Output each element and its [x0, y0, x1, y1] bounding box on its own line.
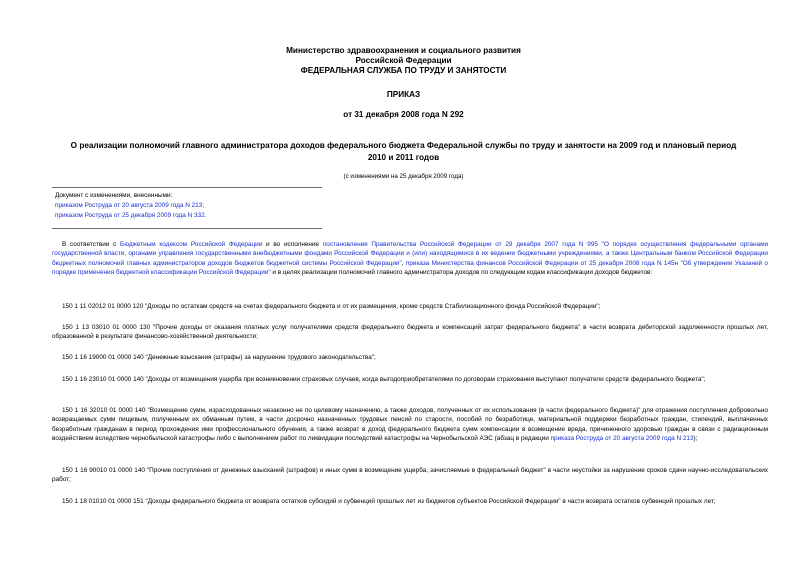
- government-decree-link[interactable]: постановления Правительства Российской Федерации от 29 декабря 2007 года N 995 "О порядке осуществления федеральными органами государственной власти, органами управления государственными внебюджетными фондами Российской Федерации и (или) находящимися в их ведении бюджетными учреждениями, а также Центральным банком Российской Федерации бюджетных полномочий главных администраторов доходов бюджетов бюджетной системы Российской Федерации": [52, 241, 769, 267]
- change-link-2[interactable]: приказом Роструда от 25 декабря 2009 года N 332.: [55, 212, 207, 219]
- preamble-text-4: и в целях реализации полномочий главного администратора доходов по следующим кодам классификации доходов бюджетов:: [270, 269, 653, 277]
- preamble-text-2: и во исполнение: [262, 241, 323, 248]
- minfin-order-link[interactable]: приказа Министерства финансов Российской Федерации от 25 декабря 2008 года N 145н "Об утверждении Указаний о порядке применения бюджетной классификации Российской Федерации": [52, 259, 768, 277]
- item-text: 150 1 16 32010 01 0000 140 "Возмещение сумм, израсходованных незаконно не по целевому назначению, а также доходов, полученных от их использования (в части федерального бюджета)" для отражения поступления добровольно возвращаемых сумм пищевым, полученным их обманным путем, в части досрочно назначенных трудовых пенсий по старости, пособий по безработице, материальной поддержки безработных граждан, стипендий, выплаченных безработным гражданам в период прохождения ими профессионального обучения, а также возврат в доход федерального бюджета сумм компенсации в возмещение вреда, причиненного здоровью граждан в связи с радиационным воздействием вследствие чернобыльской катастрофы либо с выполнением работ по ликвидации последствий катастрофы на Чернобыльской АЭС (абзац в редакции: [52, 407, 768, 443]
- change-link-1[interactable]: приказом Роструда от 20 августа 2009 года N 213;: [55, 202, 205, 209]
- ministry-line-1: Министерство здравоохранения и социального развития: [286, 46, 521, 55]
- doc-title-line-1: О реализации полномочий главного администратора доходов федерального бюджета Федеральной службы по труду и занятости на 2009 год и плановый период: [70, 141, 737, 150]
- ministry-line-2: Российской Федерации: [355, 56, 452, 65]
- budget-code-link[interactable]: Бюджетным кодексом Российской Федерации: [120, 241, 263, 248]
- item-text: 150 1 16 19000 01 0000 140 "Денежные взыскания (штрафы) за нарушение трудового законодательства";: [62, 354, 376, 361]
- list-item: [52, 353, 768, 362]
- preamble-text-3: ,: [401, 259, 406, 267]
- list-item: [52, 302, 768, 311]
- list-item: [52, 375, 768, 384]
- item-tail: );: [693, 435, 698, 443]
- agency-name: ФЕДЕРАЛЬНАЯ СЛУЖБА ПО ТРУДУ И ЗАНЯТОСТИ: [300, 66, 507, 75]
- preamble-text-1: В соответствии с: [62, 241, 121, 248]
- amendment-link[interactable]: приказа Роструда от 20 августа 2009 года N 213: [550, 435, 694, 443]
- amended-note: (с изменениями на 25 декабря 2009 года): [343, 173, 464, 180]
- changes-top-rule: [52, 187, 322, 188]
- changes-intro: Документ с изменениями, внесенными:: [55, 192, 173, 199]
- changes-bottom-rule: [52, 228, 322, 229]
- doc-type: ПРИКАЗ: [386, 90, 421, 99]
- list-item: [52, 466, 768, 485]
- item-text: 150 1 11 02012 01 0000 120 "Доходы по остаткам средств на счетах федерального бюджета и от их размещения, кроме средств Стабилизационного фонда Российской Федерации";: [62, 303, 601, 310]
- item-text: 150 1 13 03010 01 0000 130 "Прочие доходы от оказания платных услуг получателями средств федерального бюджета и компенсаций затрат федерального бюджета" в части возврата дебиторской задолженности прошлых лет, образованной в результате финансово-хозяйственной деятельности;: [52, 324, 768, 341]
- doc-title-line-2: 2010 и 2011 годов: [367, 153, 440, 162]
- item-text: 150 1 16 90010 01 0000 140 "Прочие поступления от денежных взысканий (штрафов) и иных сумм в возмещение ущерба, зачисляемые в федеральный бюджет" в части неустойки за нарушение сроков сдачи научно-исследовательских работ;: [52, 467, 768, 484]
- list-item: [52, 406, 768, 444]
- item-text: 150 1 18 01010 01 0000 151 "Доходы федерального бюджета от возврата остатков субсидий и субвенций прошлых лет из бюджетов субъектов Российской Федерации" в части возврата остатков субвенций прошлых лет;: [62, 498, 716, 505]
- list-item: [52, 323, 768, 342]
- doc-date: от 31 декабря 2008 года N 292: [343, 110, 464, 119]
- list-item: [52, 497, 768, 506]
- preamble-paragraph: [52, 240, 768, 278]
- item-text: 150 1 16 23010 01 0000 140 "Доходы от возмещения ущерба при возникновении страховых случаев, когда выгодоприобретателями по договорам страхования выступают получатели средств федерального бюджета";: [62, 376, 706, 383]
